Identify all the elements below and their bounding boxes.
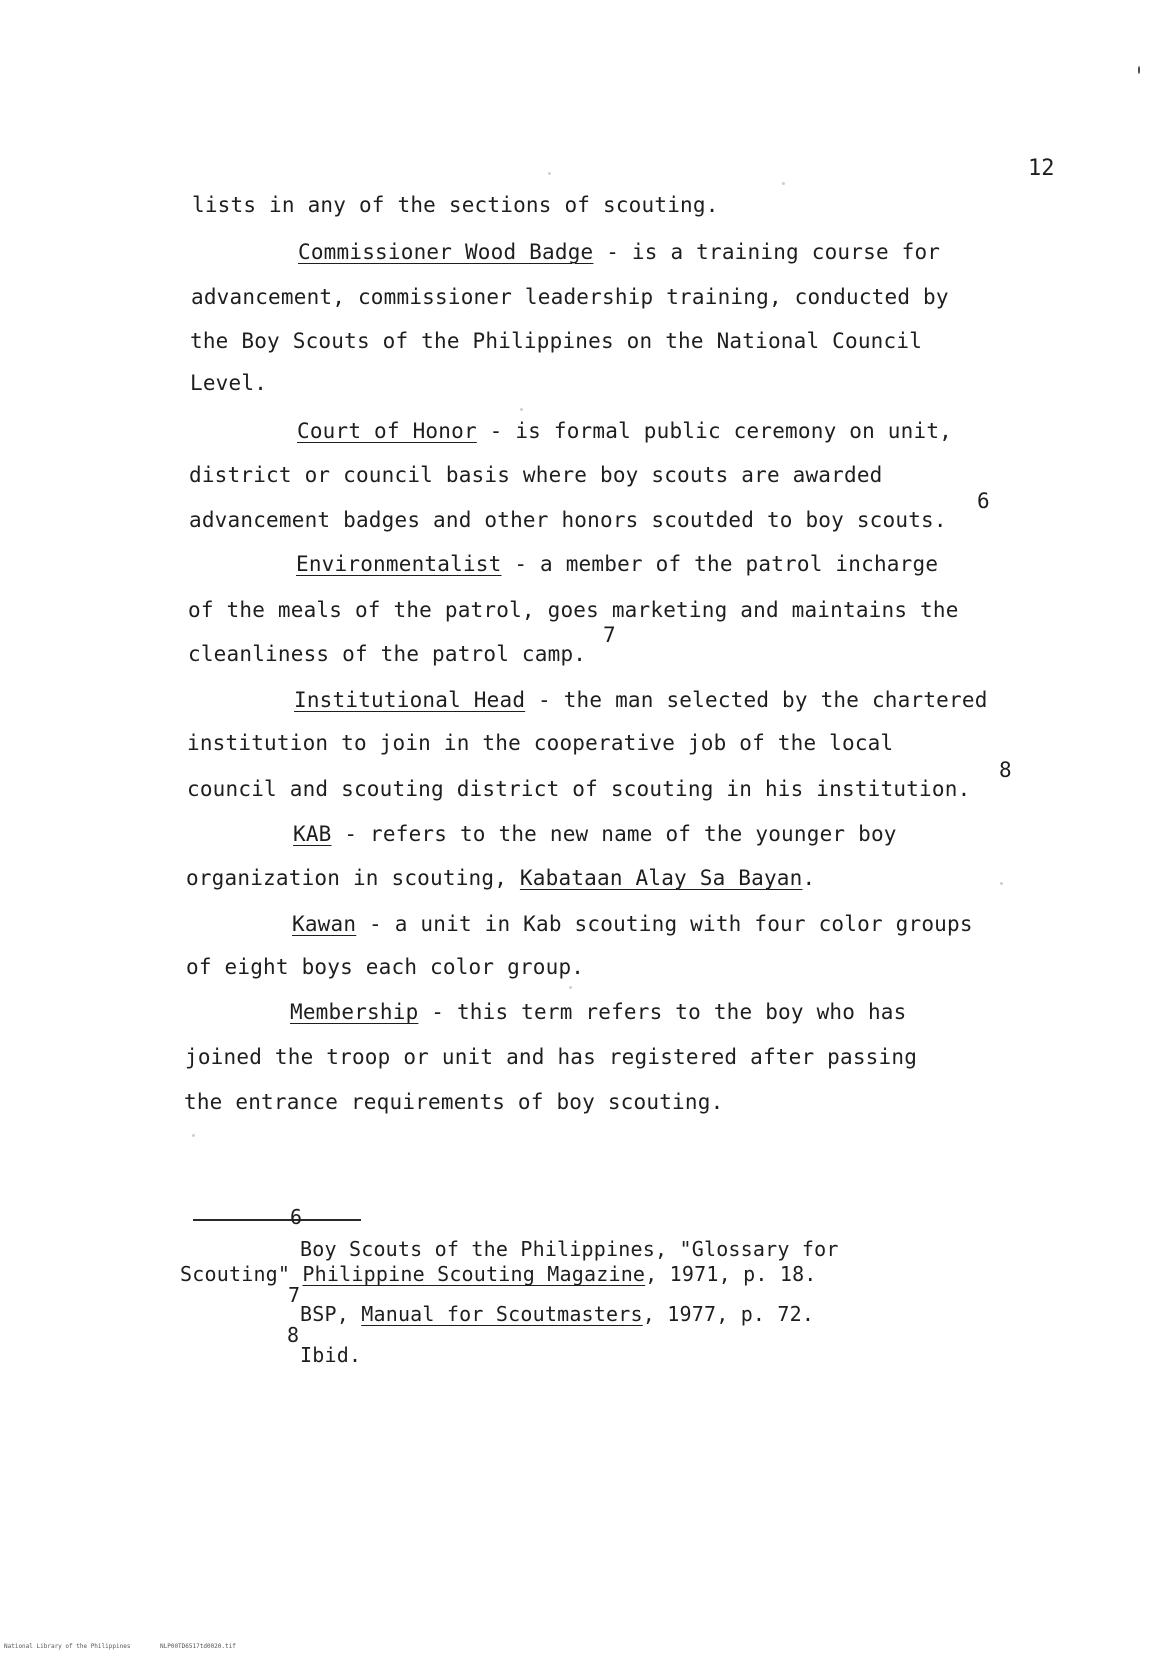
body-line: joined the troop or unit and has registered after passing (185, 1045, 918, 1069)
definition-line (298, 239, 940, 265)
footnote-7 (300, 1302, 814, 1326)
body-line: the entrance requirements of boy scouting. (184, 1090, 724, 1114)
kab-full-name: Kabataan Alay Sa Bayan (519, 866, 803, 890)
footnote-text: BSP, (300, 1302, 362, 1326)
body-line: cleanliness of the patrol camp. (188, 642, 587, 666)
definition-text: - a member of the patrol incharge (501, 552, 939, 576)
body-line: Level. (190, 371, 268, 395)
footer-filename: NLP00TD6517td0020.tif (160, 1643, 236, 1650)
footnote-mark: 8 (287, 1323, 300, 1347)
body-line (186, 865, 815, 891)
glossary-term: KAB (293, 822, 332, 846)
definition-line (292, 911, 973, 937)
footnote-divider (193, 1219, 361, 1221)
body-line: district or council basis where boy scouts are awarded (189, 463, 883, 487)
definition-line (296, 551, 938, 577)
scan-speck (192, 1134, 195, 1137)
definition-text: - this term refers to the boy who has (418, 1000, 907, 1024)
definition-text: - a unit in Kab scouting with four color groups (356, 912, 973, 936)
glossary-term: Environmentalist (296, 552, 502, 576)
body-line: advancement badges and other honors scoutded to boy scouts. (189, 508, 947, 532)
footnote-mark: 7 (603, 623, 616, 647)
definition-text: - is formal public ceremony on unit, (476, 419, 953, 443)
footer-library: National Library of the Philippines (4, 1643, 131, 1650)
footnote-mark: 6 (977, 489, 990, 513)
body-line: of the meals of the patrol, goes marketing and maintains the (188, 598, 959, 622)
glossary-term: Kawan (292, 912, 357, 936)
page-number: 12 (1028, 156, 1055, 181)
glossary-term: Court of Honor (297, 419, 477, 443)
definition-text: - refers to the new name of the younger boy (331, 822, 897, 846)
footnote-text: , 1977, p. 72. (642, 1302, 815, 1326)
definition-text: - the man selected by the chartered (525, 688, 988, 712)
definition-text: - is a training course for (593, 240, 941, 264)
footnote-text: Scouting" (180, 1262, 303, 1286)
glossary-term: Institutional Head (294, 688, 526, 712)
footnote-6-line2 (180, 1262, 817, 1286)
definition-line (294, 687, 988, 713)
citation-title: Philippine Scouting Magazine (302, 1262, 646, 1286)
glossary-term: Commissioner Wood Badge (298, 240, 594, 264)
footnote-text: , 1971, p. 18. (645, 1262, 817, 1286)
footnote-8: Ibid. (300, 1343, 362, 1367)
citation-title: Manual for Scoutmasters (361, 1302, 643, 1326)
body-line: of eight boys each color group. (186, 955, 585, 979)
scan-speck (569, 986, 572, 989)
footnote-6-line1: Boy Scouts of the Philippines, "Glossary for (300, 1237, 839, 1261)
footnote-mark: 7 (288, 1283, 301, 1307)
footnote-mark: 6 (290, 1205, 303, 1229)
definition-line (293, 821, 897, 847)
definition-line (297, 418, 952, 444)
glossary-term: Membership (290, 1000, 419, 1024)
body-line: council and scouting district of scouting in his institution. (187, 777, 971, 801)
body-text: . (802, 866, 816, 890)
scan-speck (1138, 66, 1140, 74)
scan-speck (548, 172, 551, 175)
definition-line (290, 999, 906, 1025)
scan-speck (520, 408, 523, 411)
body-line: the Boy Scouts of the Philippines on the National Council (190, 329, 923, 353)
body-line: institution to join in the cooperative job of the local (187, 731, 894, 755)
body-line: advancement, commissioner leadership training, conducted by (191, 285, 949, 309)
footnote-mark: 8 (999, 758, 1012, 782)
body-text: organization in scouting, (186, 866, 520, 890)
scan-speck (1000, 882, 1003, 885)
body-line: lists in any of the sections of scouting. (192, 193, 719, 217)
scan-speck (782, 182, 785, 185)
